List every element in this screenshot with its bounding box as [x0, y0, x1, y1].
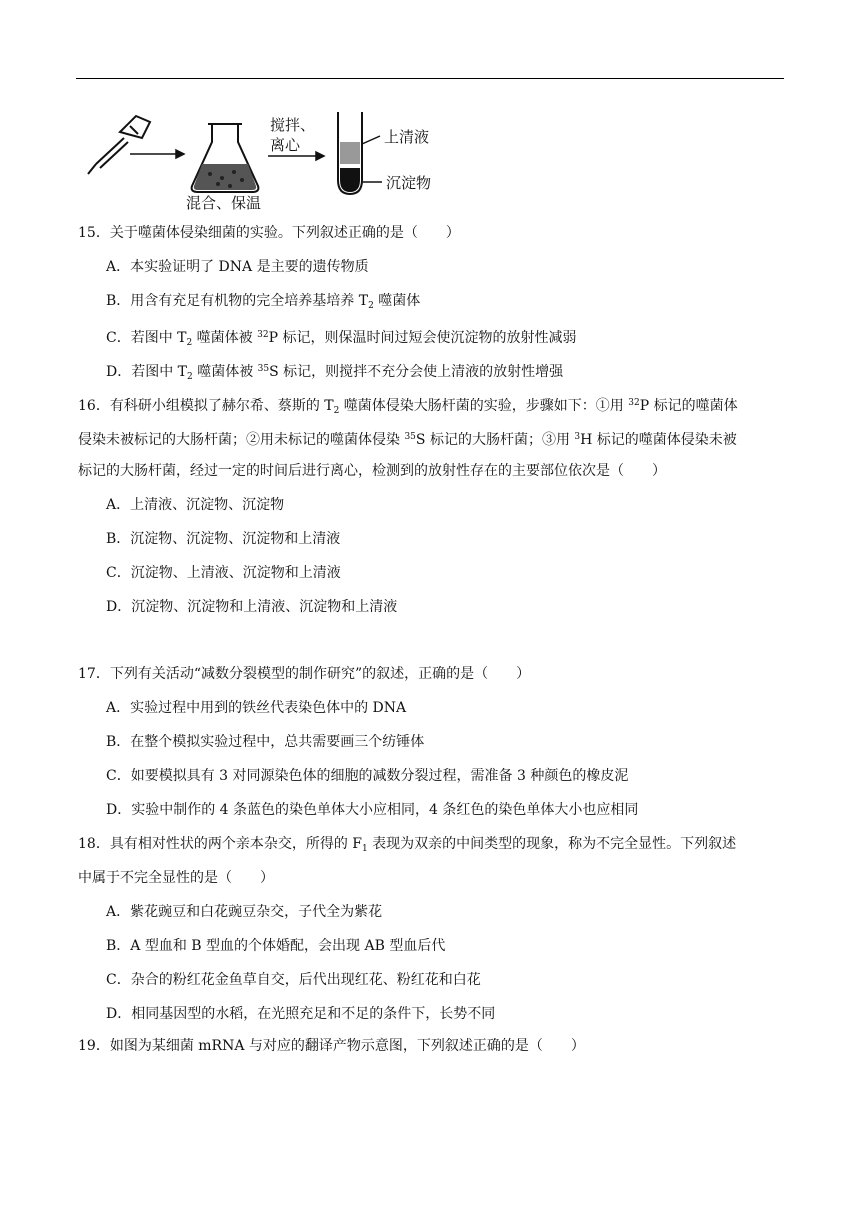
test-tube-icon [338, 112, 362, 194]
text-segment: 噬菌体侵染大肠杆菌的实验，步骤如下：①用 [339, 398, 629, 414]
label-mix: 混合、保温 [186, 194, 262, 212]
text-segment: P 标记，则保温时间过短会使沉淀物的放射性减弱 [268, 330, 577, 346]
q16-stem-line-3: 标记的大肠杆菌，经过一定的时间后进行离心，检测到的放射性存在的主要部位依次是（ ） [78, 463, 666, 479]
text-segment: 16．有科研小组模拟了赫尔希、蔡斯的 T [78, 398, 334, 414]
q16-option-d: D．沉淀物、沉淀物和上清液、沉淀物和上清液 [106, 599, 398, 615]
q17-option-d: D．实验中制作的 4 条蓝色的染色单体大小应相同，4 条红色的染色单体大小也应相同 [106, 802, 639, 818]
q15-option-b [106, 291, 420, 316]
experiment-figure [80, 108, 480, 214]
q15-option-c [106, 325, 576, 353]
q16-option-a: A．上清液、沉淀物、沉淀物 [106, 497, 285, 513]
q18-stem-line-1 [78, 834, 736, 859]
q18-option-c: C．杂合的粉红花金鱼草自交，后代出现红花、粉红花和白花 [106, 972, 481, 988]
q18-option-a: A．紫花豌豆和白花豌豆杂交，子代全为紫花 [106, 904, 383, 920]
q15-option-a: A．本实验证明了 DNA 是主要的遗传物质 [106, 259, 369, 275]
label-centrifuge: 离心 [270, 136, 301, 154]
subscript: 2 [187, 372, 193, 382]
q16-stem-line-2 [78, 427, 737, 450]
subscript: 1 [361, 844, 368, 854]
header-rule [76, 78, 784, 79]
text-segment: S 标记，则搅拌不充分会使上清液的放射性增强 [269, 364, 564, 380]
text-segment: B．用含有充足有机物的完全培养基培养 T [106, 293, 369, 309]
label-supernatant: 上清液 [384, 128, 430, 146]
q15-option-d [106, 359, 563, 387]
superscript: 35 [404, 432, 416, 442]
q18-option-b: B．A 型血和 B 型血的个体婚配，会出现 AB 型血后代 [106, 938, 446, 954]
subscript: 2 [368, 301, 374, 311]
q18-option-d: D．相同基因型的水稻，在光照充足和不足的条件下，长势不同 [106, 1006, 496, 1022]
superscript: 32 [257, 330, 269, 340]
superscript: 35 [257, 364, 270, 374]
flask-icon [192, 124, 259, 192]
q16-option-c: C．沉淀物、上清液、沉淀物和上清液 [106, 565, 341, 581]
text-segment: H 标记的噬菌体侵染未被 [580, 432, 737, 448]
text-segment: S 标记的大肠杆菌；③用 [415, 432, 575, 448]
q17-option-a: A．实验过程中用到的铁丝代表染色体中的 DNA [106, 700, 407, 716]
q19-stem: 19．如图为某细菌 mRNA 与对应的翻译产物示意图，下列叙述正确的是（ ） [78, 1038, 585, 1054]
text-segment: P 标记的噬菌体 [639, 398, 738, 414]
q18-stem-line-2: 中属于不完全显性的是（ ） [78, 870, 274, 886]
dropper-icon [88, 116, 150, 174]
q17-option-b: B．在整个模拟实验过程中，总共需要画三个纺锤体 [106, 734, 425, 750]
superscript: 32 [628, 398, 640, 408]
q17-option-c: C．如要模拟具有 3 对同源染色体的细胞的减数分裂过程，需准备 3 种颜色的橡皮泥 [106, 768, 629, 784]
q17-stem: 17．下列有关活动“减数分裂模型的制作研究”的叙述，正确的是（ ） [78, 666, 531, 682]
q15-stem: 15．关于噬菌体侵染细菌的实验。下列叙述正确的是（ ） [78, 225, 460, 241]
label-sediment: 沉淀物 [386, 174, 432, 192]
label-stir: 搅拌、 [270, 116, 316, 134]
text-segment: C．若图中 T [106, 330, 187, 346]
text-segment: 噬菌体被 [192, 330, 258, 346]
text-segment: 18．具有相对性状的两个亲本杂交，所得的 F [78, 836, 362, 852]
subscript: 2 [186, 338, 193, 348]
superscript: 3 [574, 432, 581, 442]
text-segment: 表现为双亲的中间类型的现象，称为不完全显性。下列叙述 [367, 836, 737, 852]
subscript: 2 [333, 406, 340, 416]
text-segment: D．若图中 T [106, 364, 188, 380]
text-segment: 噬菌体 [373, 293, 421, 309]
arrow-icon [130, 150, 184, 158]
text-segment: 噬菌体被 [192, 364, 258, 380]
text-segment: 侵染未被标记的大肠杆菌；②用未标记的噬菌体侵染 [78, 432, 405, 448]
q16-option-b: B．沉淀物、沉淀物、沉淀物和上清液 [106, 531, 341, 547]
q16-stem-line-1 [78, 393, 738, 421]
